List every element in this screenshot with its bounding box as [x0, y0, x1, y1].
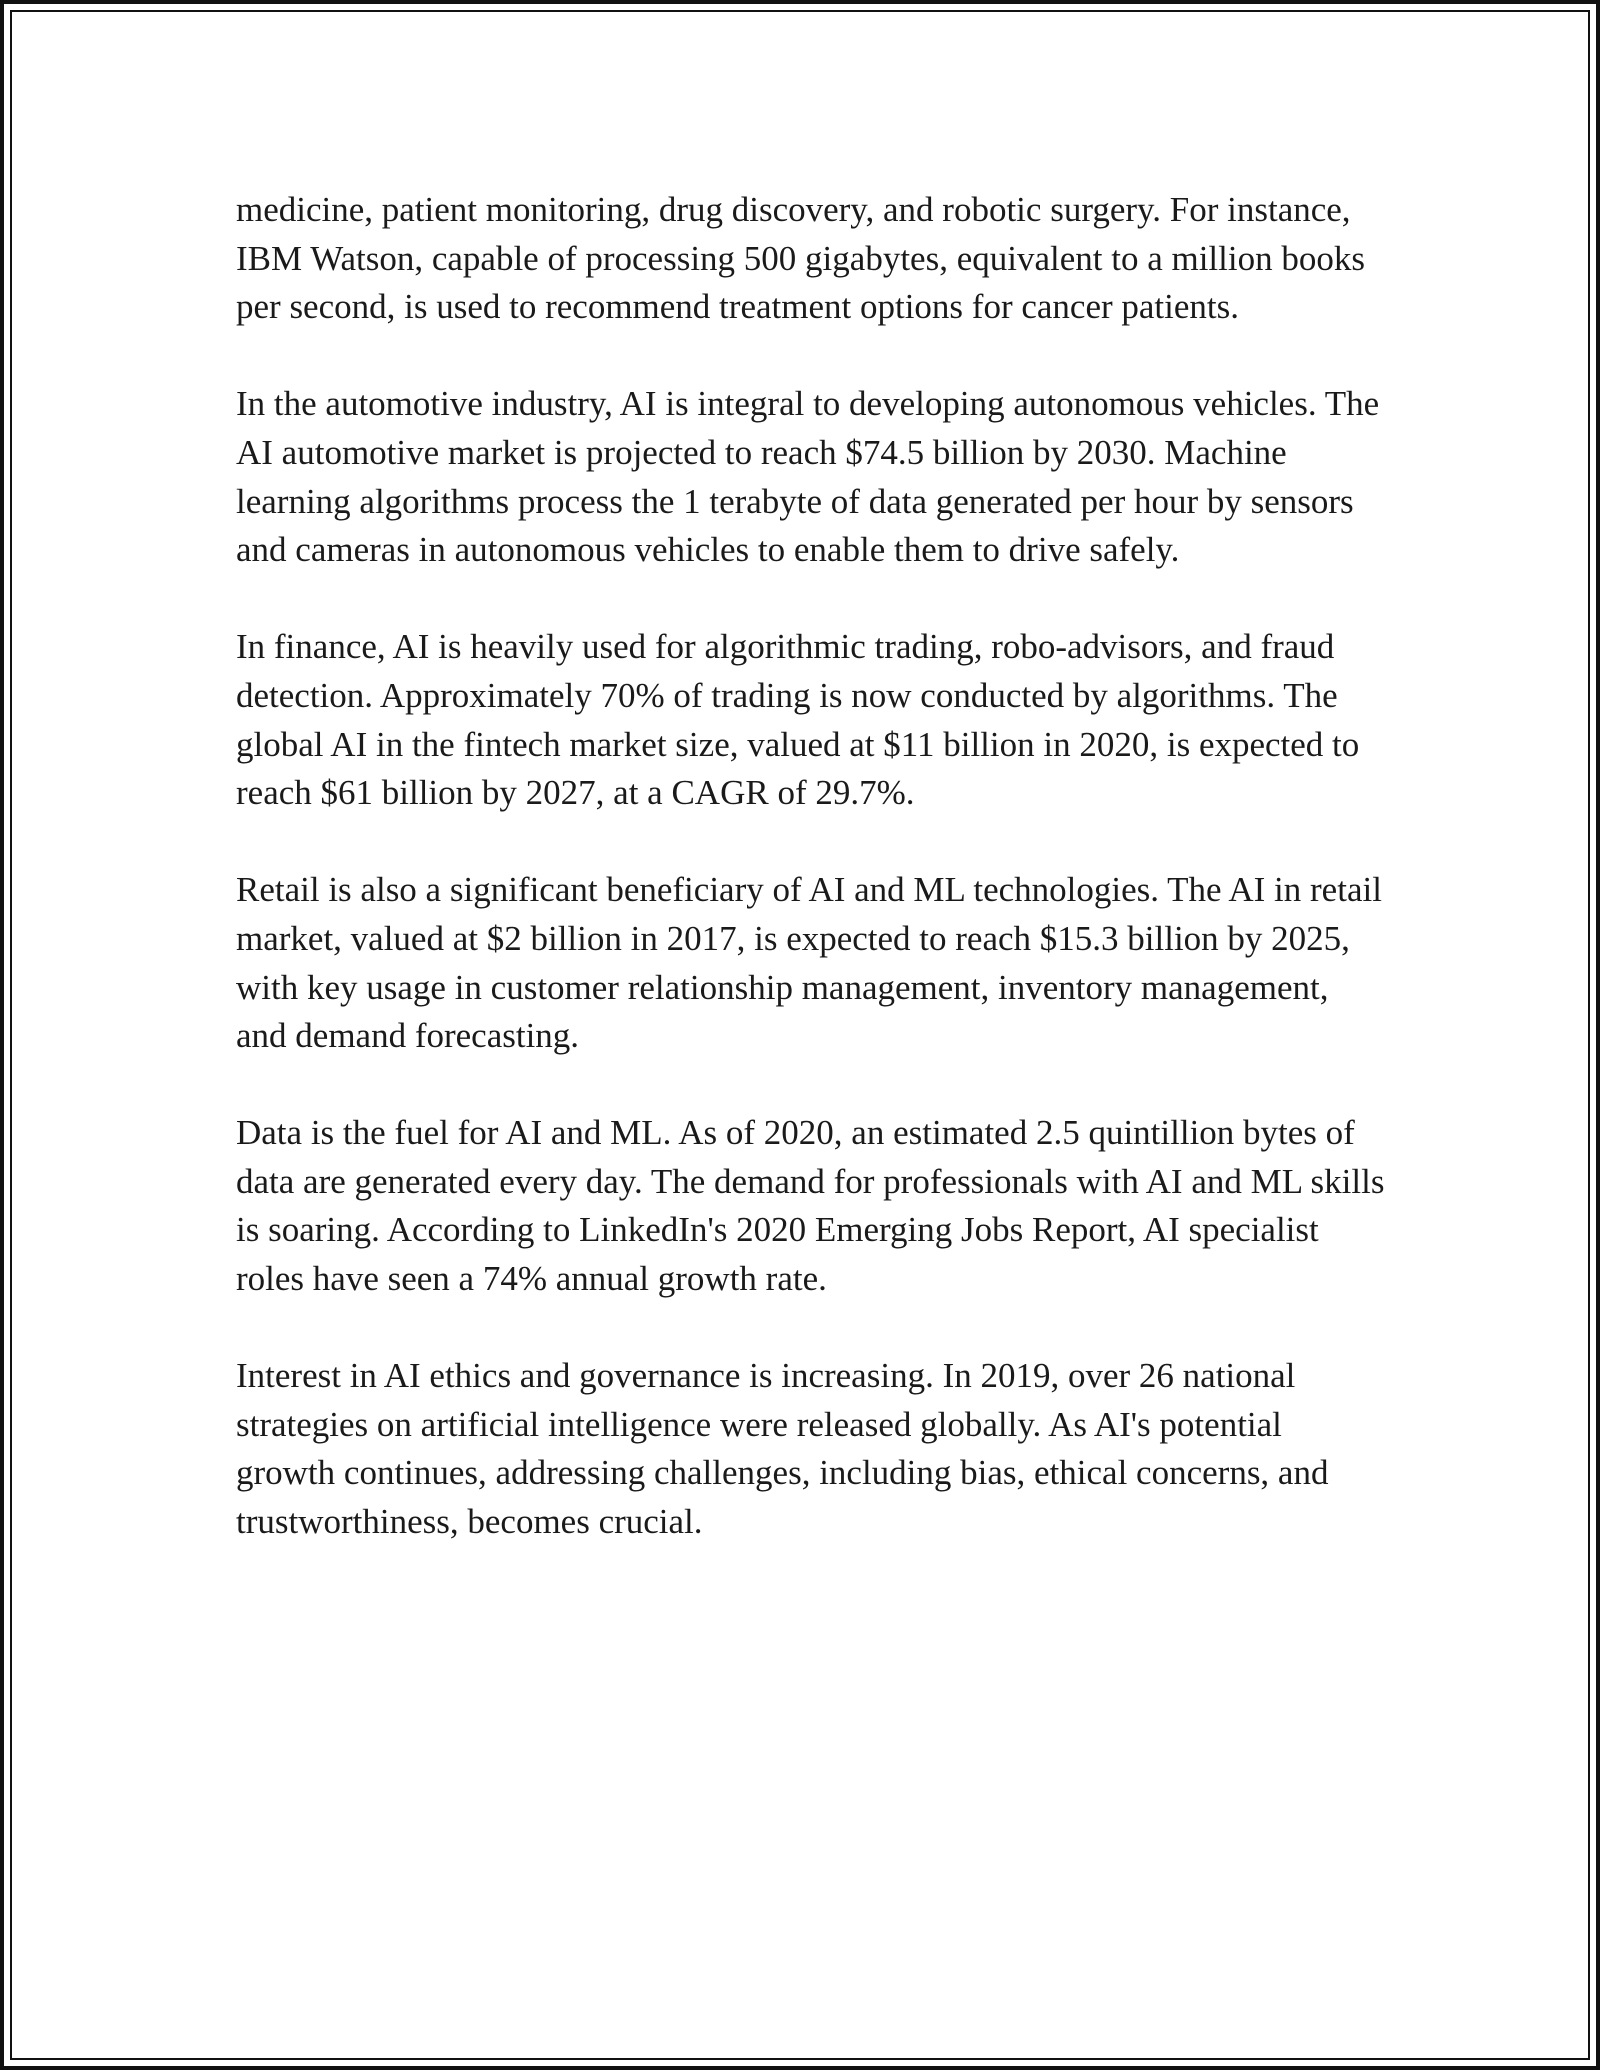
paragraph-data: Data is the fuel for AI and ML. As of 2020, an estimated 2.5 quintillion bytes of data are generated every day. The demand for professionals with AI and ML skills is soaring. According to LinkedIn's 2020 Emerging Jobs Report, AI specialist roles have seen a 74% annual growth rate.: [236, 1113, 1385, 1299]
paragraph-retail: Retail is also a significant beneficiary of AI and ML technologies. The AI in retail market, valued at $2 billion in 2017, is expected to reach $15.3 billion by 2025, with key usage in customer relationship management, inventory management, and demand forecasting.: [236, 870, 1382, 1056]
paragraph-ethics: Interest in AI ethics and governance is increasing. In 2019, over 26 national strategies on artificial intelligence were released globally. As AI's potential growth continues, addressing challenges, including bias, ethical concerns, and trustworthiness, becomes crucial.: [236, 1356, 1329, 1542]
document-body: [236, 186, 1386, 1595]
paragraph-healthcare: medicine, patient monitoring, drug discovery, and robotic surgery. For instance, IBM Watson, capable of processing 500 gigabytes, equivalent to a million books per second, is used to recommend treatment options for cancer patients.: [236, 190, 1365, 327]
paragraph-automotive: In the automotive industry, AI is integral to developing autonomous vehicles. The AI automotive market is projected to reach $74.5 billion by 2030. Machine learning algorithms process the 1 terabyte of data generated per hour by sensors and cameras in autonomous vehicles to enable them to drive safely.: [236, 384, 1380, 570]
paragraph-finance: In finance, AI is heavily used for algorithmic trading, robo-advisors, and fraud detection. Approximately 70% of trading is now conducted by algorithms. The global AI in the fintech market size, valued at $11 billion in 2020, is expected to reach $61 billion by 2027, at a CAGR of 29.7%.: [236, 627, 1360, 813]
